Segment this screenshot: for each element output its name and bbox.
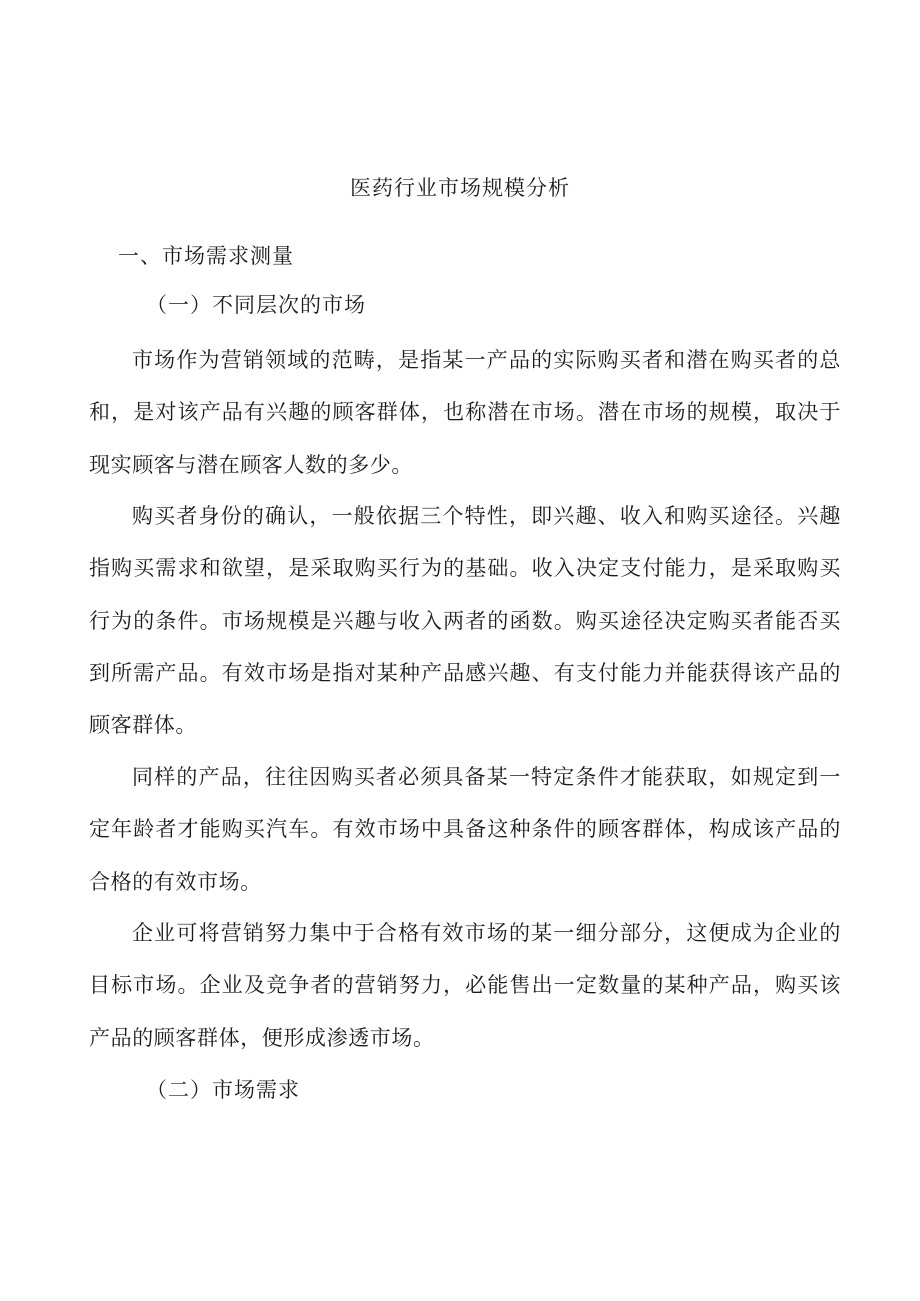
subsection-heading-market-levels: （一）不同层次的市场 (146, 293, 366, 317)
paragraph-1: 市场作为营销领域的范畴，是指某一产品的实际购买者和潜在购买者的总和，是对该产品有兴趣的顾客群体，也称潜在市场。潜在市场的规模，取决于现实顾客与潜在顾客人数的多少。 (89, 348, 841, 477)
section-heading-market-demand-measurement: 一、市场需求测量 (118, 244, 294, 268)
paragraph-3: 同样的产品，往往因购买者必须具备某一特定条件才能获取，如规定到一定年龄者才能购买汽车。有效市场中具备这种条件的顾客群体，构成该产品的合格的有效市场。 (89, 765, 841, 894)
paragraph-4: 企业可将营销努力集中于合格有效市场的某一细分部分，这便成为企业的目标市场。企业及竞争者的营销努力，必能售出一定数量的某种产品，购买该产品的顾客群体，便形成渗透市场。 (89, 921, 841, 1050)
paragraph-2: 购买者身份的确认，一般依据三个特性，即兴趣、收入和购买途径。兴趣指购买需求和欲望，是采取购买行为的基础。收入决定支付能力，是采取购买行为的条件。市场规模是兴趣与收入两者的函数。购买途径决定购买者能否买到所需产品。有效市场是指对某种产品感兴趣、有支付能力并能获得该产品的顾客群体。 (89, 504, 841, 738)
document-title: 医药行业市场规模分析 (350, 176, 570, 200)
subsection-heading-market-demand: （二）市场需求 (146, 1078, 300, 1102)
